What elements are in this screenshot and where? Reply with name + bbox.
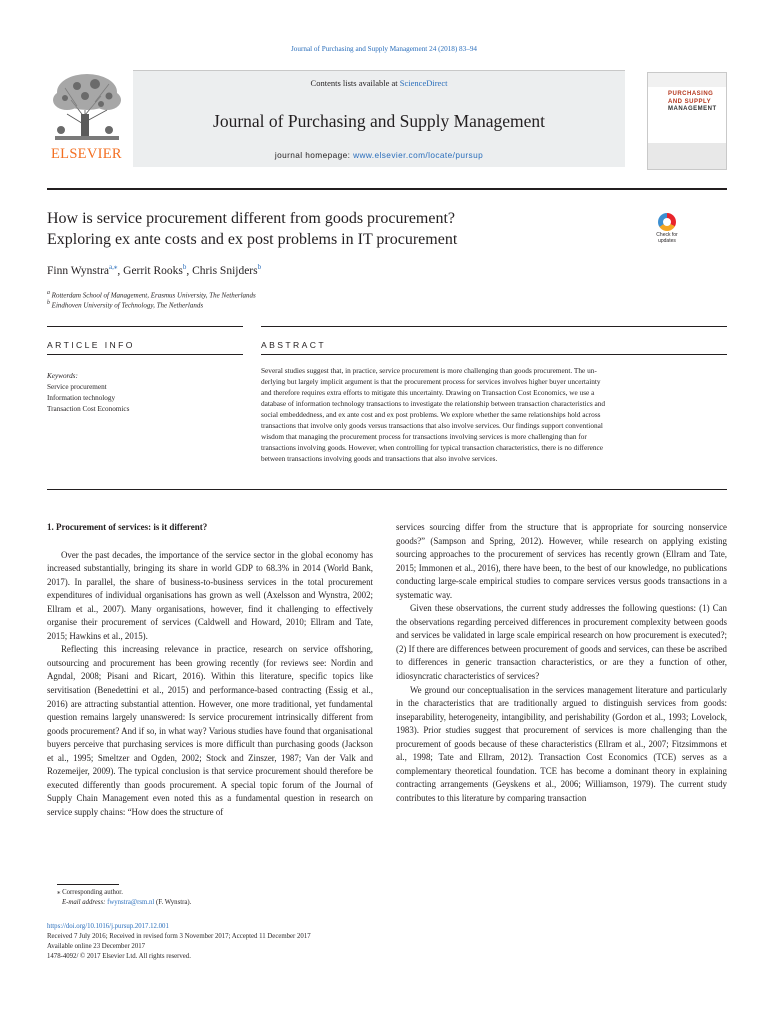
cover-header-strip [648,73,726,87]
email-label: E-mail address: [62,899,108,906]
keywords-label: Keywords: [47,372,78,380]
abstract-rule-top [261,326,727,327]
abstract-text [261,365,727,464]
affiliation-b [47,300,203,309]
journal-reference[interactable]: Journal of Purchasing and Supply Management 24 (2018) 83–94 [290,45,478,53]
keywords-block [47,371,129,415]
title-line-2: Exploring ex ante costs and ex post problems in IT procurement [47,231,458,248]
masthead-rule [47,188,727,190]
footnote-mark: ⁎ [57,889,61,896]
crossmark-icon [658,213,676,231]
homepage-label: journal homepage: [274,150,354,160]
affiliation-text: Rotterdam School of Management, Erasmus University, The Netherlands [51,291,256,300]
journal-cover-thumbnail[interactable] [647,72,727,170]
abstract-heading: ABSTRACT [261,340,327,350]
abstract-line: derlying but largely implicit argument is that the procurement process for services involves higher buyer uncertainty [261,377,601,387]
abstract-line: between transactions involving goods and transactions that also involve services. [261,454,498,464]
abstract-line: and therefore requires extra efforts to mitigate this uncertainty. Drawing on Transaction Cost Economics, we use a [261,388,595,398]
cover-title [668,91,717,114]
keyword: Service procurement [47,383,107,391]
affiliation-sup: a [47,290,50,296]
homepage-link[interactable]: www.elsevier.com/locate/pursup [353,150,484,160]
abstract-line: transactions involving goods. However, when controlling for typical transaction characteristics, there is no difference [261,443,604,453]
cover-line-2: AND SUPPLY [668,98,712,105]
masthead [47,70,727,170]
email-note [57,898,191,908]
cover-footer [648,143,726,169]
contents-line [133,78,625,88]
article-metadata [47,922,311,962]
article-info-heading: ARTICLE INFO [47,340,135,350]
available-online: Available online 23 December 2017 [47,943,146,950]
keyword: Information technology [47,394,116,402]
check-updates-line-1: Check for [656,232,678,238]
paragraph: Over the past decades, the importance of the service sector in the global economy has increased substantially, bringing its share in world GDP to 68.3% in 2014 (World Bank, 2017). In parallel, the share of business-to-business services in the total procurement expenditures of individual organisations has grown as well (Axelsson and Wynstra, 2002; Ellram et al., 2007). Many organisations, however, find it challenging to effectively organise their procurement of services (Caldwell and Howard, 2010; Ellram and Tate, 2015; Hawkins et al., 2015). [47,549,373,641]
elsevier-wordmark: ELSEVIER [51,146,122,162]
author-name[interactable]: Gerrit Rooks [123,264,183,277]
author-name[interactable]: Finn Wynstra [47,264,110,277]
title-line-1: How is service procurement different from goods procurement? [47,210,456,227]
corresponding-author-note [57,888,191,898]
paragraph: Given these observations, the current study addresses the following questions: (1) Can the observations regarding perceived differences in procurement complexity between goods and services be validated in large scale empirical research on how procurement is executed?; (2) If there are differences between procurement of goods and services, can these be ascribed to differences in generic transaction characteristics, or are they a function of other, idiosyncratic characteristics of services? [396,603,727,682]
journal-homepage [133,150,625,160]
cover-line-1: PURCHASING [668,91,714,97]
article-title [47,208,627,250]
abstract-line: social embeddedness, and ex ante cost and ex post problems. We explore whether the same relationships hold across [261,410,601,420]
footnote [57,888,191,908]
affiliation-a [47,290,256,299]
affiliation-text: Eindhoven University of Technology, The Netherlands [51,301,204,310]
author-sup[interactable]: b [257,263,262,271]
abstract-line: transactions that involve only goods versus transactions that also involve services. Our findings support conventional [261,421,603,431]
contents-prefix: Contents lists available at [310,78,400,88]
masthead-banner [133,70,625,167]
abstract-rule [261,354,727,355]
abstract-line: Several studies suggest that, in practice, service procurement is more challenging than goods procurement. The un- [261,366,597,375]
copyright: 1478-4092/ © 2017 Elsevier Ltd. All rights reserved. [47,953,191,960]
author-sup[interactable]: a,⁎ [109,263,118,271]
footnote-rule [57,884,119,885]
affiliation-sup: b [47,300,50,306]
body-left-column [47,521,373,819]
received-dates: Received 7 July 2016; Received in revised form 3 November 2017; Accepted 11 December 2017 [47,933,311,940]
doi-link[interactable]: https://doi.org/10.1016/j.pursup.2017.12.001 [47,923,169,930]
paragraph: services sourcing differ from the structure that is appropriate for sourcing nonservice goods?” (Sampson and Spring, 2012). However, while research on applying existing sourcing approaches to the procurement of services has recently grown (Ellram and Tate, 2015; Immonen et al., 2016), there have been, to the best of our knowledge, no publications conducting large-scale empirical studies to compare services versus goods transactions in a systematic way. [396,522,727,600]
author-name[interactable]: Chris Snijders [192,264,258,277]
keyword: Transaction Cost Economics [47,405,130,413]
author-sup[interactable]: b [182,263,187,271]
article-info-rule [47,354,243,355]
cover-line-3: MANAGEMENT [668,106,717,112]
paragraph: We ground our conceptualisation in the services management literature and particularly in the characteristics that are traditionally argued to distinguish services from goods: inseparability, heterogeneity, intangibility, and perishability (Gordon et al., 1993; Lovelock, 1983). Prior studies suggest that procurement of services is more challenging than the procurement of goods because of these characteristics (Ellram et al., 2007; Fitzsimmons et al., 1998; Tate and Ellram, 2012). Transaction Cost Economics (TCE) serves as a complementary theoretical foundation. TCE has become a dominant theory in explaining contracting arrangements (Geyskens et al., 2006; Williamson, 1979). The current study contributes to this literature by comparing transaction [396,684,727,803]
journal-title: Journal of Purchasing and Supply Management [213,111,545,131]
article-info-rule-top [47,326,243,327]
check-for-updates-badge[interactable] [652,213,682,251]
section-1-heading: 1. Procurement of services: is it different? [47,522,208,532]
author-list: Finn Wynstra$^{a,⁎}$, Gerrit Rooks$^b$, Chris Snijders$^b$ [47,263,262,277]
abstract-end-rule [47,489,727,490]
email-link[interactable]: fwynstra@rsm.nl [107,899,155,906]
check-updates-text [652,233,682,244]
body-right-column [396,521,727,805]
paragraph: Reflecting this increasing relevance in practice, research on service offshoring, outsourcing and procurement has been growing recently (for reviews see: Nordin and Agndal, 2008; Pisani and Ricart, 2016). Within this literature, specific topics like servitisation (Benedettini et al., 2015) and performance-based contracting (Essig et al., 2016) are attracting substantial attention. However, one more traditional, yet fundamental question remains largely unanswered: Is service procurement intrinsically different from goods procurement? And if so, in what way? Various studies have found that organisational buyers perceive that purchasing services is more difficult than purchasing goods (Jackson et al., 1995; Smeltzer and Ogden, 2002; Stock and Zinszer, 1987; Van der Valk and Rozemeijer, 2009). The typical conclusion is that service procurement should therefore be executed differently than goods procurement. A special topic forum of the Journal of Supply Chain Management even noted this as a fundamental question in research on service supply chains: “How does the structure of [47,644,373,817]
corresponding-label: Corresponding author. [62,889,123,896]
abstract-line: wisdom that managing the procurement process for transactions involving services is more challenging than for [261,432,587,442]
sciencedirect-link[interactable]: ScienceDirect [399,78,448,88]
check-updates-line-2: updates [658,237,676,244]
abstract-line: database of information technology transactions to investigate the relationship between transaction characteristics and [261,399,606,409]
email-suffix: (F. Wynstra). [154,899,192,906]
